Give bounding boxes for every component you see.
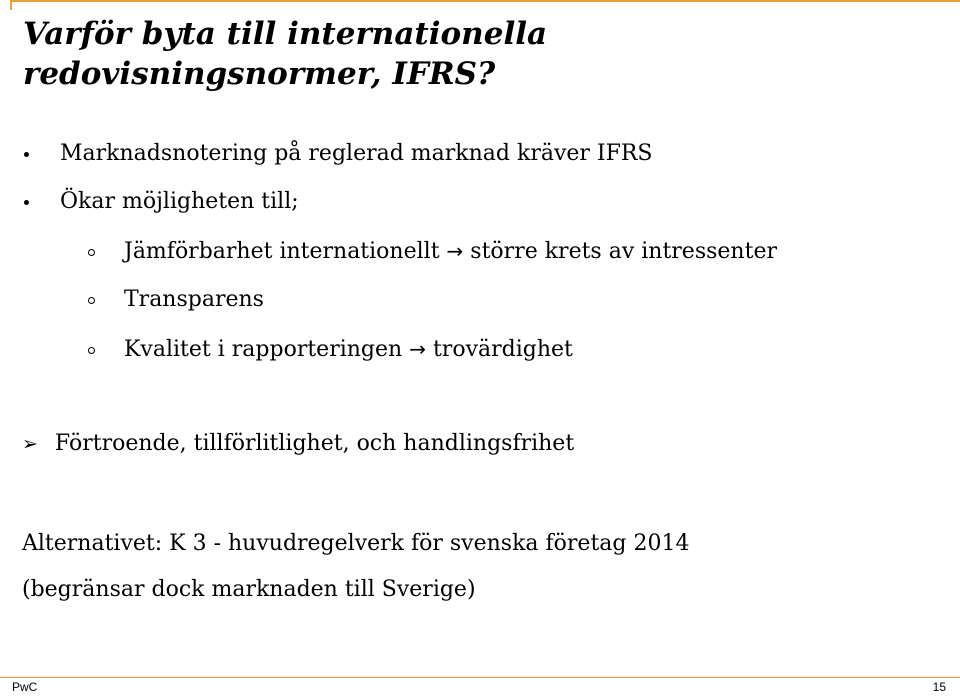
bullet-item-2 — [24, 188, 299, 216]
top-frame-line — [10, 0, 960, 10]
footer-brand: PwC — [12, 680, 38, 694]
pointer-arrow-icon: ➢ — [22, 433, 38, 455]
bullet-circle-icon — [88, 249, 95, 256]
bullet-item-1 — [24, 140, 653, 168]
alternative-line-2: (begränsar dock marknaden till Sverige) — [22, 577, 476, 602]
sub-bullet-item-2 — [88, 286, 264, 314]
title-line-1: Varför byta till internationella — [23, 16, 548, 52]
bullet-dot-icon — [24, 200, 29, 205]
right-arrow-icon: → — [446, 239, 464, 263]
bullet-dot-icon — [24, 152, 29, 157]
sub-bullet-text: Transparens — [124, 287, 264, 312]
top-frame-corner — [10, 0, 12, 10]
sub-bullet-text: Jämförbarhet internationellt — [124, 239, 440, 264]
slide-title — [23, 14, 923, 94]
bullet-text: Marknadsnotering på reglerad marknad kräver IFRS — [60, 141, 653, 166]
sub-bullet-result: större krets av intressenter — [470, 239, 777, 264]
sub-bullet-text: Kvalitet i rapporteringen — [124, 337, 403, 362]
sub-bullet-item-1 — [88, 237, 777, 266]
arrow-bullet-text: Förtroende, tillförlitlighet, och handlingsfrihet — [54, 431, 575, 456]
right-arrow-icon: → — [409, 337, 426, 361]
bullet-text: Ökar möjligheten till; — [60, 189, 299, 214]
footer-divider — [0, 677, 960, 678]
alternative-line-1: Alternativet: K 3 - huvudregelverk för svenska företag 2014 — [22, 531, 690, 556]
title-line-2: redovisningsnormer, IFRS? — [23, 56, 496, 92]
sub-bullet-item-3 — [88, 335, 573, 364]
page-number: 15 — [932, 680, 946, 694]
arrow-bullet-item — [22, 430, 574, 458]
bullet-circle-icon — [88, 347, 95, 354]
sub-bullet-result: trovärdighet — [432, 337, 573, 362]
bullet-circle-icon — [88, 297, 95, 304]
